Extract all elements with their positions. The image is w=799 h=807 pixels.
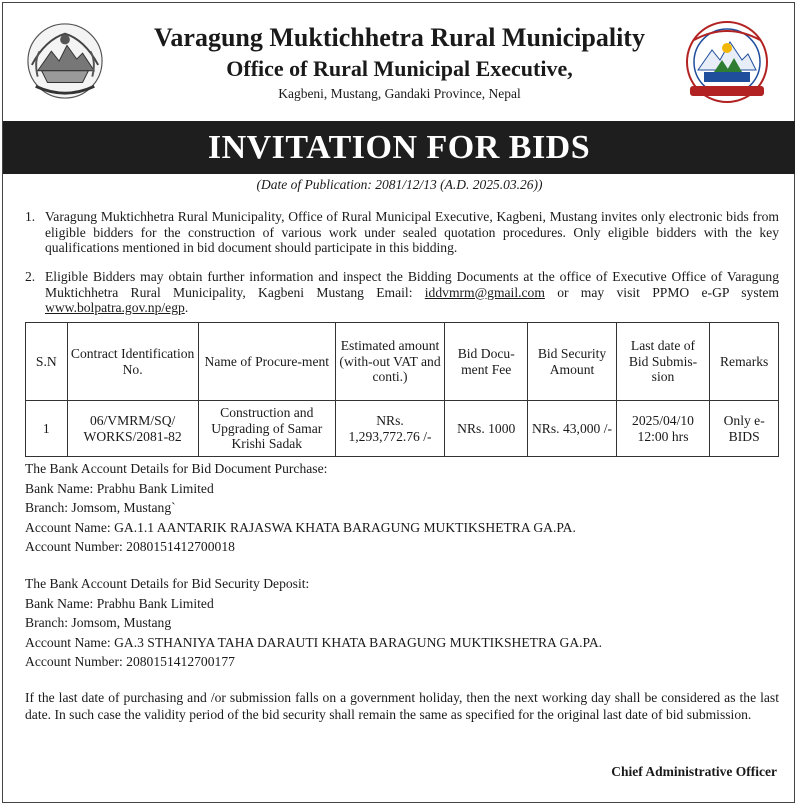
email-link[interactable]: iddvmrm@gmail.com xyxy=(424,284,545,300)
column-header: Name of Procure-ment xyxy=(198,323,335,401)
column-header: S.N xyxy=(26,323,68,401)
account-name: Account Name: GA.1.1 AANTARIK RAJASWA KHATA BARAGUNG MUKTIKSHETRA GA.PA. xyxy=(25,519,576,535)
signatory-title: Chief Administrative Officer xyxy=(611,764,777,779)
account-name: Account Name: GA.3 STHANIYA TAHA DARAUTI KHATA BARAGUNG MUKTIKSHETRA GA.PA. xyxy=(25,634,603,650)
office-name: Office of Rural Municipal Executive, xyxy=(226,56,573,81)
clause-2-end: . xyxy=(184,300,189,316)
account-number: Account Number: 2080151412700018 xyxy=(25,539,235,555)
invitation-banner: INVITATION FOR BIDS xyxy=(3,121,795,174)
office-address: Kagbeni, Mustang, Gandaki Province, Nepal xyxy=(278,86,521,101)
table-cell: 06/VMRM/SQ/ WORKS/2081-82 xyxy=(67,401,198,457)
table-row xyxy=(26,401,779,457)
municipality-name: Varagung Muktichhetra Rural Municipality xyxy=(154,23,645,52)
column-header: Bid Docu-ment Fee xyxy=(445,323,528,401)
column-header: Contract Identification No. xyxy=(67,323,198,401)
table-cell: NRs. 1,293,772.76 /- xyxy=(335,401,444,457)
bank-branch: Branch: Jomsom, Mustang` xyxy=(25,500,176,516)
table-cell: NRs. 43,000 /- xyxy=(528,401,616,457)
clause-2-middle: or may visit PPMO e-GP system xyxy=(544,284,779,300)
table-header-row xyxy=(26,323,779,401)
clause-2-intro: Eligible Bidders may obtain further information and inspect the Bidding Documents at the office of Executive Office of Varagung Muktichhetra Rural Municipality, Kagbeni Mustang Email: xyxy=(45,269,779,300)
egp-website-link[interactable]: www.bolpatra.gov.np/egp xyxy=(45,300,185,316)
column-header: Remarks xyxy=(710,323,779,401)
holiday-clause: If the last date of purchasing and /or submission falls on a government holiday, then the next working day shall be considered as the last date. In such case the validity period of the bid security shall remain the same as specified for the original last date of bid submission. xyxy=(25,690,779,722)
municipality-logo xyxy=(684,20,770,104)
table-cell: Only e-BIDS xyxy=(710,401,779,457)
clause-1-text: Varagung Muktichhetra Rural Municipality, Office of Rural Municipal Executive, Kagbeni, Mustang invites only electronic bids from eligible bidders for the construction of various work under sealed quotation procedures. Only eligible bidders with the key qualifications mentioned in bid document should participate in this bidding. xyxy=(45,209,779,256)
column-header: Last date of Bid Submis-sion xyxy=(616,323,710,401)
bank-name: Bank Name: Prabhu Bank Limited xyxy=(25,480,214,496)
bank-section-heading: The Bank Account Details for Bid Document Purchase: xyxy=(25,461,328,476)
column-header: Estimated amount (with-out VAT and conti.) xyxy=(335,323,444,401)
table-cell: NRs. 1000 xyxy=(445,401,528,457)
clause-number: 2. xyxy=(25,269,36,284)
bank-branch: Branch: Jomsom, Mustang xyxy=(25,615,172,631)
bids-table xyxy=(25,322,779,457)
bank-details-security xyxy=(25,574,602,672)
table-cell: 1 xyxy=(26,401,68,457)
letterhead xyxy=(0,0,799,120)
table-cell: Construction and Upgrading of Samar Krishi Sadak xyxy=(198,401,335,457)
bank-section-heading: The Bank Account Details for Bid Security Deposit: xyxy=(25,576,310,591)
bank-details-document xyxy=(25,459,576,557)
clause-number: 1. xyxy=(25,209,36,224)
account-number: Account Number: 2080151412700177 xyxy=(25,654,235,670)
table-cell: 2025/04/10 12:00 hrs xyxy=(616,401,710,457)
clause-2-text xyxy=(45,269,779,316)
column-header: Bid Security Amount xyxy=(528,323,616,401)
publication-date: (Date of Publication: 2081/12/13 (A.D. 2025.03.26)) xyxy=(256,177,543,192)
bank-name: Bank Name: Prabhu Bank Limited xyxy=(25,595,214,611)
